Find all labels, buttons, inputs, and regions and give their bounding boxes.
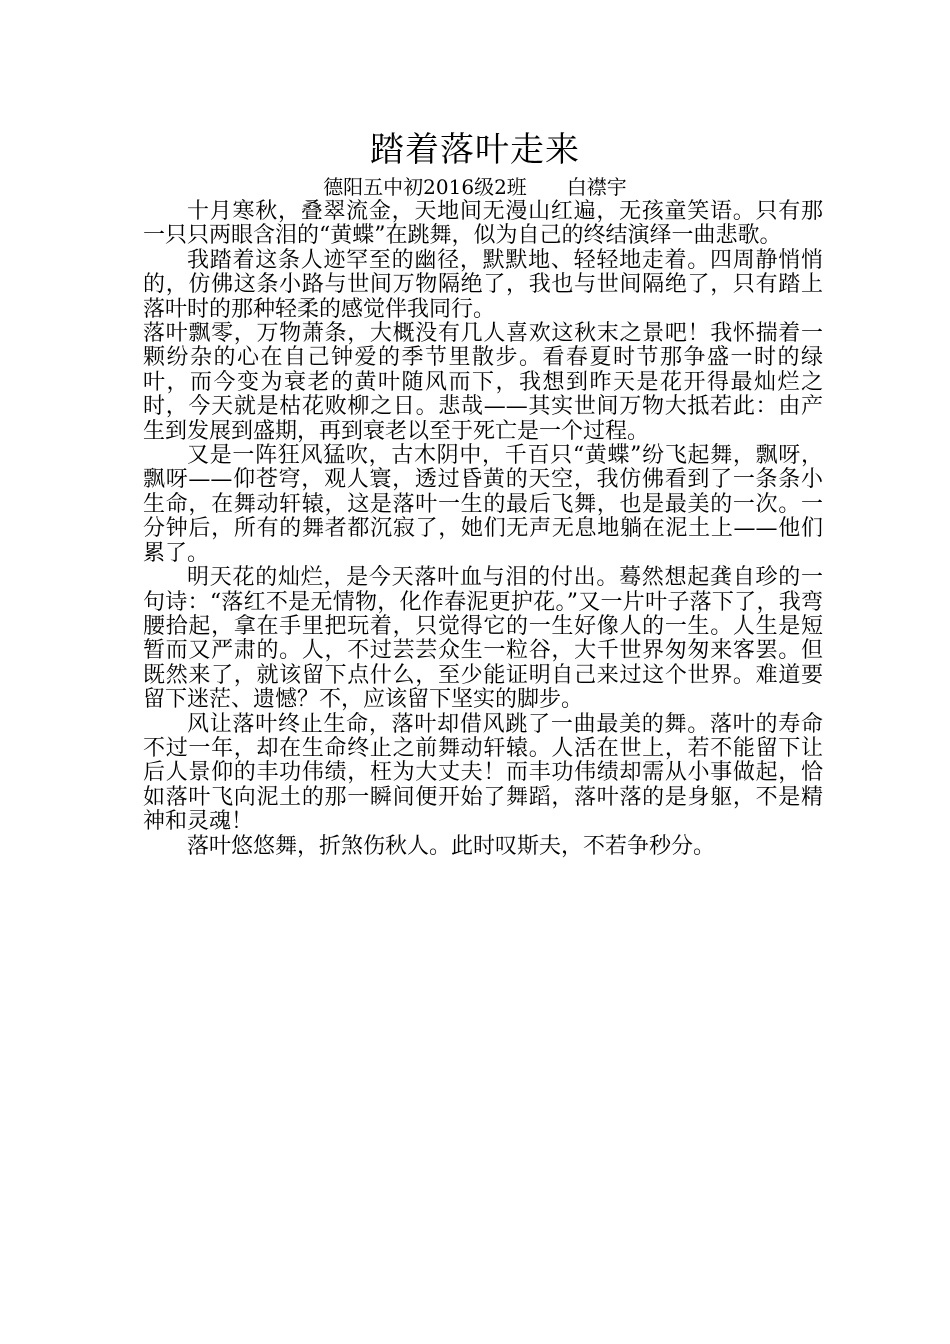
paragraph-1: 十月寒秋，叠翠流金，天地间无漫山红遍，无孩童笑语。只有那一只只两眼含泪的“黄蝶”在跳舞，似为自己的终结演绎一曲悲歌。 — [143, 199, 823, 249]
paragraph-3: 落叶飘零，万物萧条，大概没有几人喜欢这秋末之景吧！我怀揣着一颗纷杂的心在自己钟爱的季节里散步。看春夏时节那争盛一时的绿叶，而今变为衰老的黄叶随风而下，我想到昨天是花开得最灿烂之时，今天就是枯花败柳之日。悲哉——其实世间万物大抵若此：由产生到发展到盛期，再到衰老以至于死亡是一个过程。 — [143, 321, 823, 444]
paragraph-7: 落叶悠悠舞，折煞伤秋人。此时叹斯夫，不若争秒分。 — [187, 833, 716, 859]
author-byline: 德阳五中初2016级2班 白襟宇 — [323, 175, 627, 199]
essay-title: 踏着落叶走来 — [370, 130, 580, 170]
paragraph-4: 又是一阵狂风猛吹，古木阴中，千百只“黄蝶”纷飞起舞，飘呀，飘呀——仰苍穹，观人寰，透过昏黄的天空，我仿佛看到了一条条小生命，在舞动轩辕，这是落叶一生的最后飞舞，也是最美的一次。一分钟后，所有的舞者都沉寂了，她们无声无息地躺在泥土上——他们累了。 — [143, 443, 823, 566]
paragraph-2: 我踏着这条人迹罕至的幽径，默默地、轻轻地走着。四周静悄悄的，仿佛这条小路与世间万物隔绝了，我也与世间隔绝了，只有踏上落叶时的那种轻柔的感觉伴我同行。 — [143, 247, 823, 322]
paragraph-6: 风让落叶终止生命，落叶却借风跳了一曲最美的舞。落叶的寿命不过一年，却在生命终止之前舞动轩辕。人活在世上，若不能留下让后人景仰的丰功伟绩，枉为大丈夫！而丰功伟绩却需从小事做起，恰如落叶飞向泥土的那一瞬间便开始了舞蹈，落叶落的是身躯，不是精神和灵魂！ — [143, 711, 823, 835]
paragraph-5: 明天花的灿烂，是今天落叶血与泪的付出。蓦然想起龚自珍的一句诗：“落红不是无情物，化作春泥更护花。”又一片叶子落下了，我弯腰拾起，拿在手里把玩着，只觉得它的一生好像人的一生。人生是短暂而又严肃的。人，不过芸芸众生一粒谷，大千世界匆匆来客罢。但既然来了，就该留下点什么，至少能证明自己来过这个世界。难道要留下迷茫、遗憾？不，应该留下坚实的脚步。 — [143, 565, 823, 713]
essay-body — [143, 200, 823, 859]
